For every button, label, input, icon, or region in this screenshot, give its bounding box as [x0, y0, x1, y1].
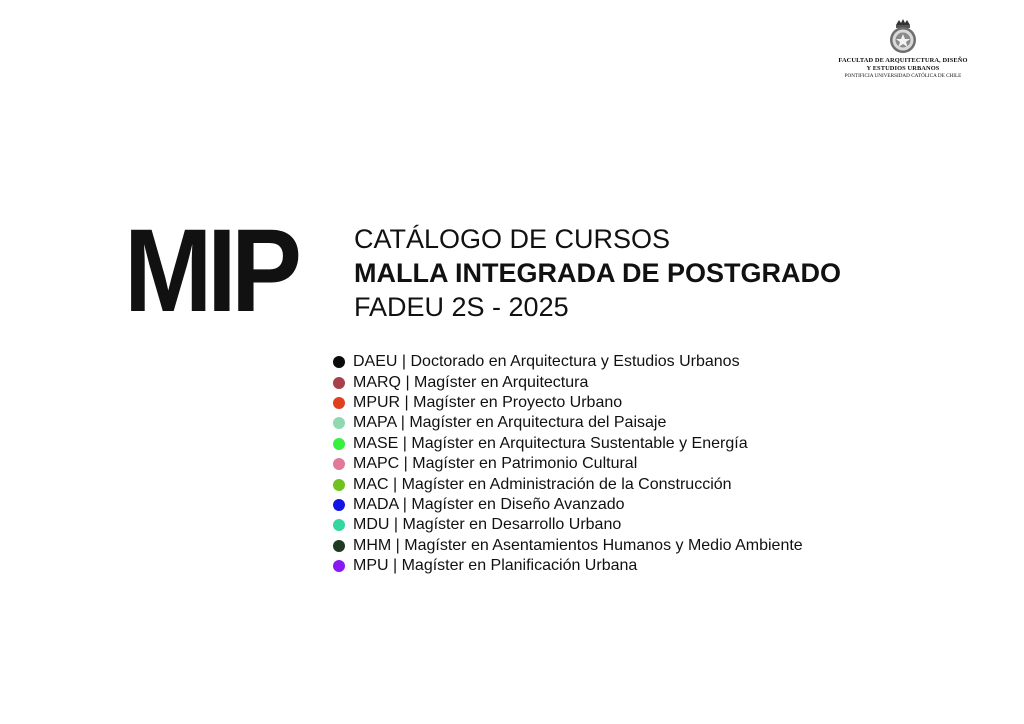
university-seal-icon	[888, 18, 918, 54]
color-dot-icon	[333, 356, 345, 368]
program-item	[333, 474, 803, 494]
color-dot-icon	[333, 519, 345, 531]
program-label: MAC | Magíster en Administración de la Construcción	[353, 475, 732, 493]
color-dot-icon	[333, 438, 345, 450]
color-dot-icon	[333, 417, 345, 429]
color-dot-icon	[333, 540, 345, 552]
program-label: MAPC | Magíster en Patrimonio Cultural	[353, 455, 638, 473]
title-block	[354, 222, 841, 324]
program-label: MPUR | Magíster en Proyecto Urbano	[353, 393, 623, 411]
program-item	[333, 352, 803, 372]
faculty-logo	[828, 18, 978, 80]
program-label: MAPA | Magíster en Arquitectura del Paisaje	[353, 414, 667, 432]
program-label: MDU | Magíster en Desarrollo Urbano	[353, 516, 622, 534]
program-title: MALLA INTEGRADA DE POSTGRADO	[354, 258, 841, 288]
color-dot-icon	[333, 499, 345, 511]
program-item	[333, 393, 803, 413]
logo-university-name: PONTIFICIA UNIVERSIDAD CATÓLICA DE CHILE	[844, 73, 962, 79]
program-item	[333, 413, 803, 433]
acronym-title: MIP	[124, 205, 297, 337]
program-label: MARQ | Magíster en Arquitectura	[353, 373, 589, 391]
program-label: MHM | Magíster en Asentamientos Humanos y Medio Ambiente	[353, 536, 803, 554]
color-dot-icon	[333, 479, 345, 491]
program-label: MPU | Magíster en Planificación Urbana	[353, 557, 638, 575]
catalog-title: CATÁLOGO DE CURSOS	[354, 224, 671, 254]
color-dot-icon	[333, 377, 345, 389]
color-dot-icon	[333, 397, 345, 409]
logo-faculty-name: FACULTAD DE ARQUITECTURA, DISEÑO	[838, 57, 968, 64]
color-dot-icon	[333, 458, 345, 470]
program-label: MADA | Magíster en Diseño Avanzado	[353, 495, 625, 513]
program-label: DAEU | Doctorado en Arquitectura y Estudios Urbanos	[353, 353, 740, 371]
program-item	[333, 495, 803, 515]
program-item	[333, 556, 803, 576]
logo-faculty-name-2: Y ESTUDIOS URBANOS	[866, 65, 940, 72]
program-item	[333, 454, 803, 474]
program-item	[333, 372, 803, 392]
color-dot-icon	[333, 560, 345, 572]
term-title: FADEU 2S - 2025	[354, 292, 569, 322]
program-label: MASE | Magíster en Arquitectura Sustentable y Energía	[353, 434, 748, 452]
program-item	[333, 434, 803, 454]
program-item	[333, 515, 803, 535]
program-list	[333, 352, 803, 576]
program-item	[333, 536, 803, 556]
